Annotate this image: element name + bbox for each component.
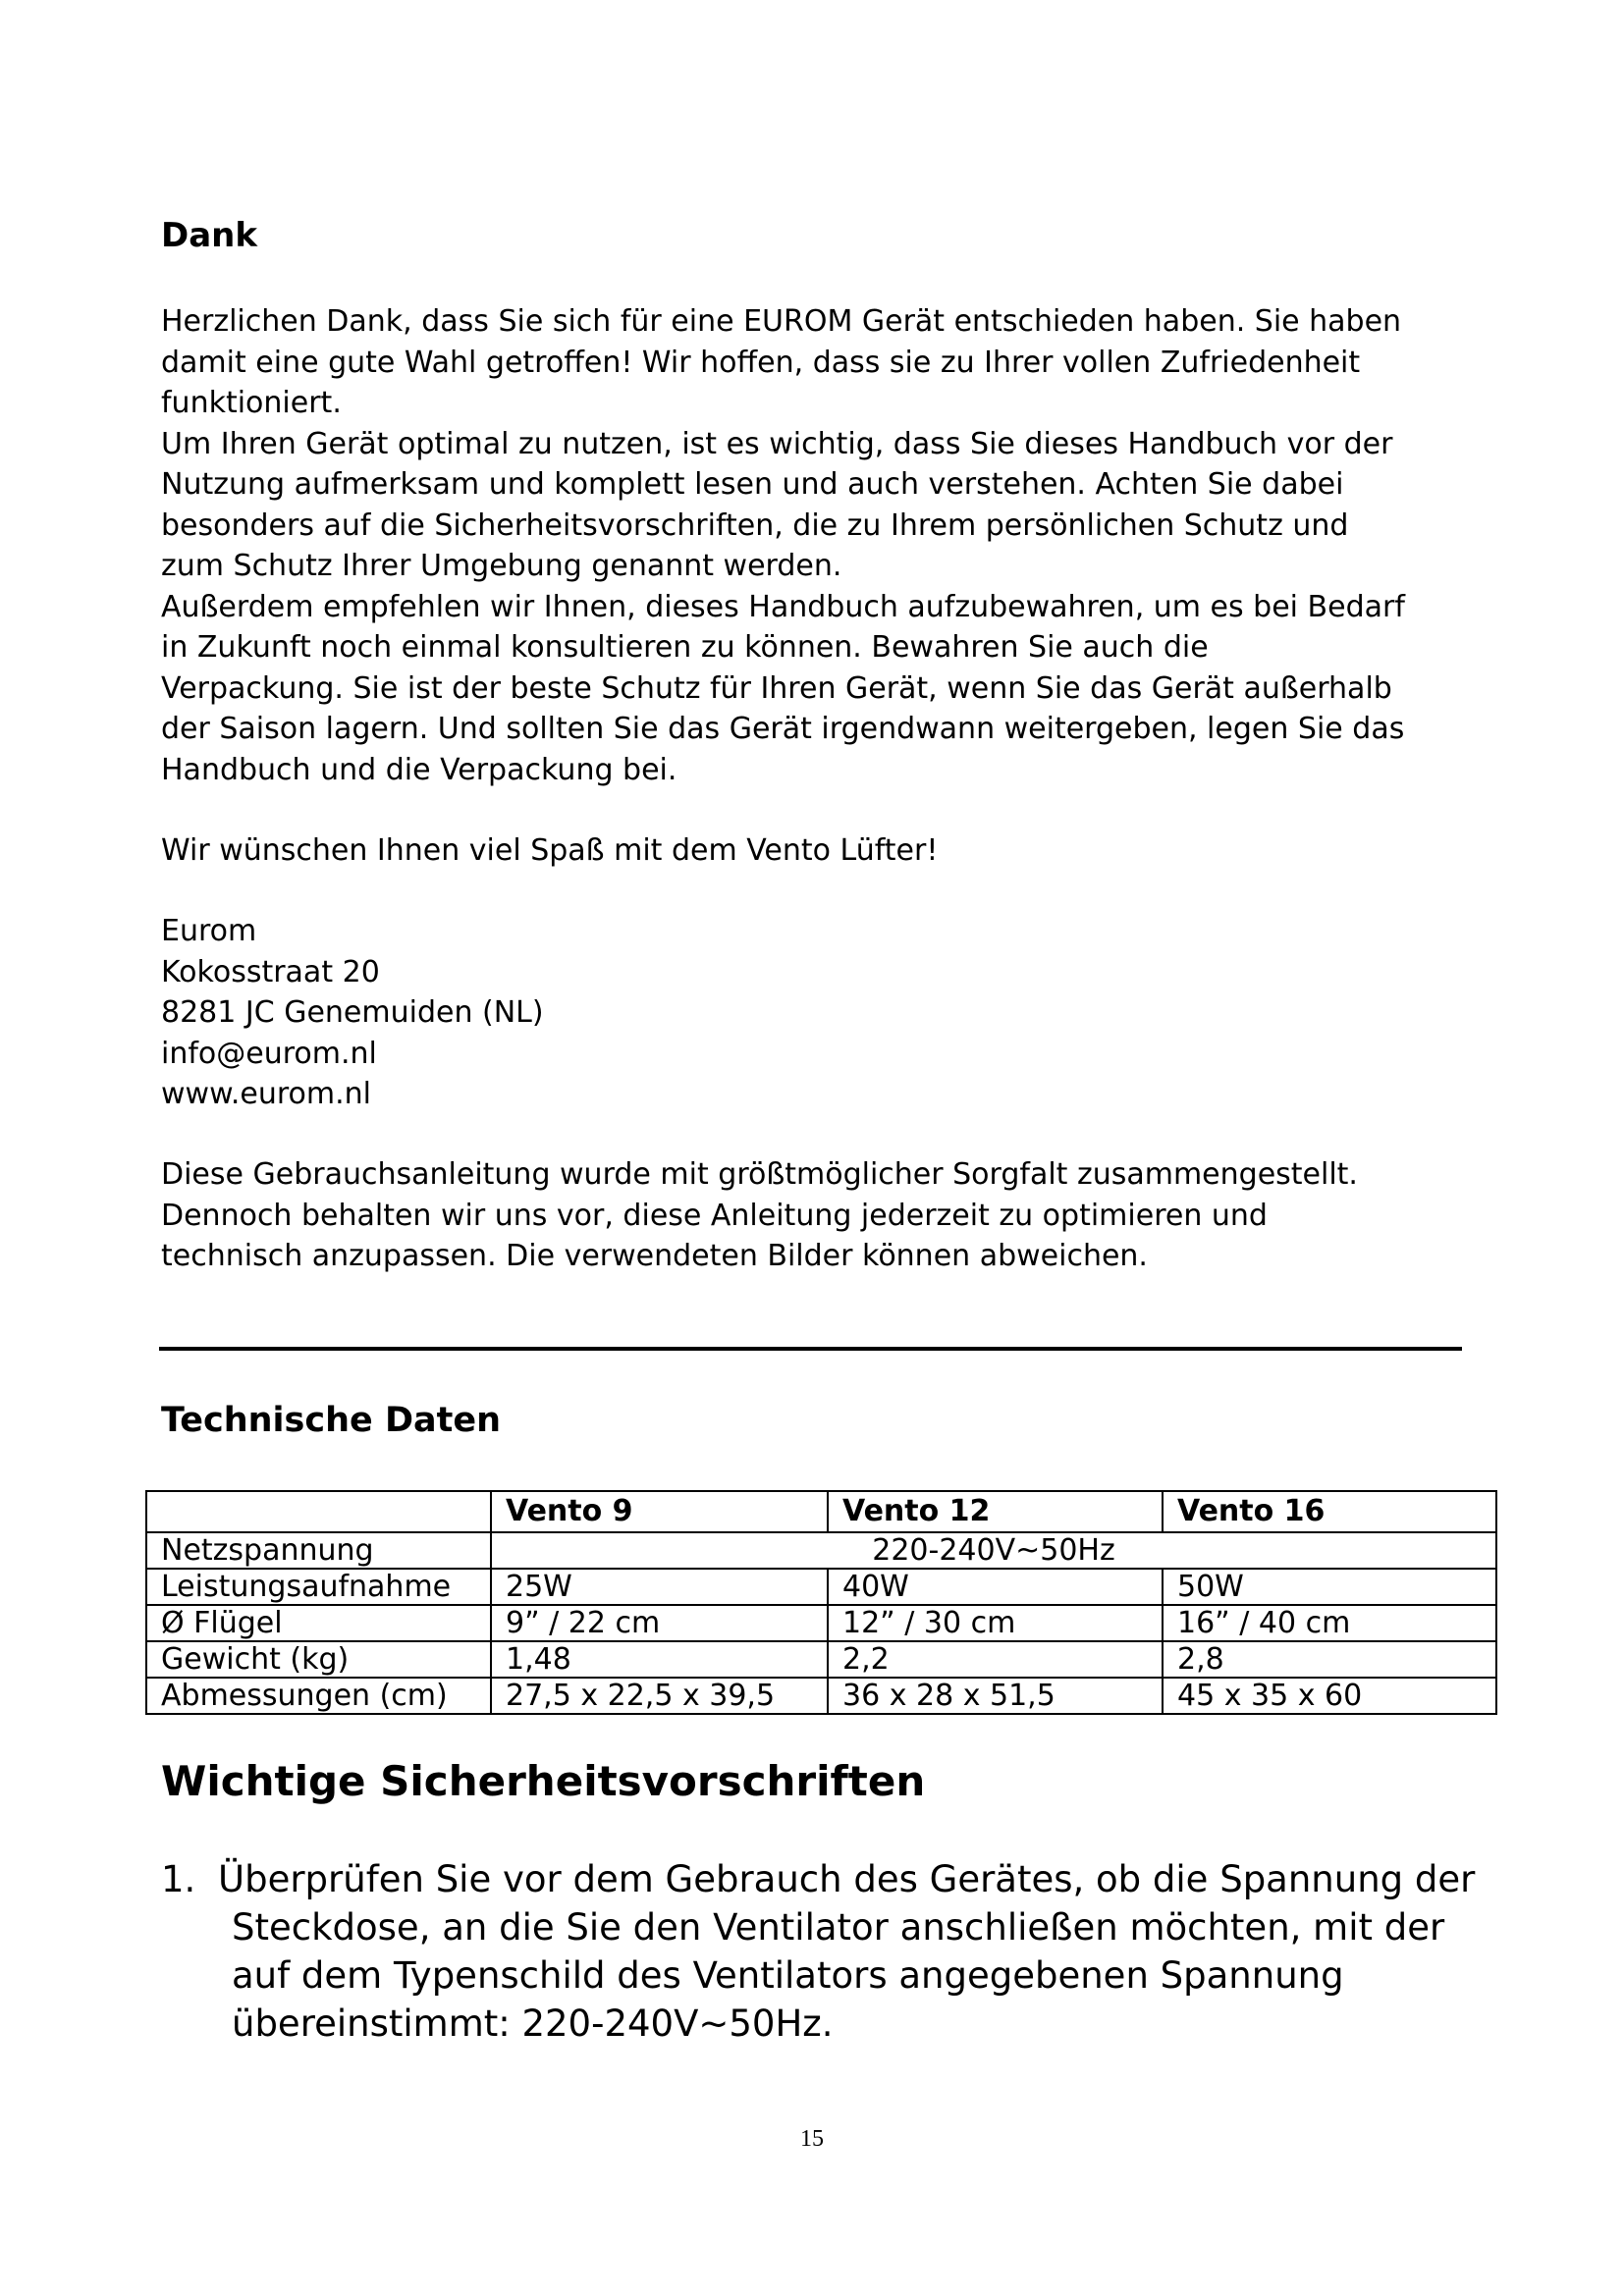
table-row <box>146 1641 1496 1678</box>
thanks-paragraph: Herzlichen Dank, dass Sie sich für eine EUROM Gerät entschieden haben. Sie haben damit eine gute Wahl getroffen! Wir hoffen, dass sie zu Ihrer vollen Zufriedenheit funktioniert. Um Ihren Gerät optimal zu nutzen, ist es wichtig, dass Sie dieses Handbuch vor der Nutzung aufmerksam und komplett lesen und auch verstehen. Achten Sie dabei besonders auf die Sicherheitsvorschriften, die zu Ihrem persönlichen Schutz und zum Schutz Ihrer Umgebung genannt werden. Außerdem empfehlen wir Ihnen, dieses Handbuch aufzubewahren, um es bei Bedarf in Zukunft noch einmal konsultieren zu können. Bewahren Sie auch die Verpackung. Sie ist der beste Schutz für Ihren Gerät, wenn Sie das Gerät außerhalb der Saison lagern. Und sollten Sie das Gerät irgendwann weitergeben, legen Sie das Handbuch und die Verpackung bei. <box>161 304 1405 787</box>
table-row-label: Ø Flügel <box>146 1605 491 1641</box>
table-cell: 27,5 x 22,5 x 39,5 <box>491 1678 828 1714</box>
company-address: Eurom Kokosstraat 20 8281 JC Genemuiden (NL) info@eurom.nl www.eurom.nl <box>161 914 544 1111</box>
table-cell: 36 x 28 x 51,5 <box>828 1678 1163 1714</box>
table-header-cell: Vento 9 <box>491 1491 828 1532</box>
table-header-cell: Vento 12 <box>828 1491 1163 1532</box>
table-cell: 40W <box>828 1569 1163 1605</box>
disclaimer-paragraph: Diese Gebrauchsanleitung wurde mit größtmöglicher Sorgfalt zusammengestellt. Dennoch behalten wir uns vor, diese Anleitung jederzeit zu optimieren und technisch anzupassen. Die verwendeten Bilder können abweichen. <box>161 1157 1358 1273</box>
table-header-cell: Vento 16 <box>1163 1491 1496 1532</box>
table-cell: 2,2 <box>828 1641 1163 1678</box>
table-row-label: Leistungsaufnahme <box>146 1569 491 1605</box>
list-item-number: 1. <box>161 1858 196 1900</box>
table-cell: 50W <box>1163 1569 1496 1605</box>
table-row-label: Gewicht (kg) <box>146 1641 491 1678</box>
table-cell: 25W <box>491 1569 828 1605</box>
wish-paragraph: Wir wünschen Ihnen viel Spaß mit dem Vento Lüfter! <box>161 833 939 868</box>
table-cell: 1,48 <box>491 1641 828 1678</box>
table-row-label: Netzspannung <box>146 1532 491 1569</box>
dank-heading: Dank <box>161 216 257 255</box>
page-number: 15 <box>800 2126 824 2152</box>
table-cell: 12” / 30 cm <box>828 1605 1163 1641</box>
table-cell-merged: 220-240V~50Hz <box>491 1532 1496 1569</box>
table-row <box>146 1678 1496 1714</box>
table-row <box>146 1532 1496 1569</box>
table-row-label: Abmessungen (cm) <box>146 1678 491 1714</box>
table-cell: 2,8 <box>1163 1641 1496 1678</box>
tech-data-heading: Technische Daten <box>161 1401 502 1440</box>
tech-data-table <box>145 1490 1497 1715</box>
table-cell: 16” / 40 cm <box>1163 1605 1496 1641</box>
list-item-text: Überprüfen Sie vor dem Gebrauch des Gerätes, ob die Spannung der Steckdose, an die Sie den Ventilator anschließen möchten, mit der auf dem Typenschild des Ventilators angegebenen Spannung übereinstimmt: 220-240V~50Hz. <box>218 1858 1476 2045</box>
safety-heading: Wichtige Sicherheitsvorschriften <box>161 1757 926 1805</box>
table-cell: 45 x 35 x 60 <box>1163 1678 1496 1714</box>
table-header-cell <box>146 1491 491 1532</box>
table-row <box>146 1569 1496 1605</box>
table-row <box>146 1605 1496 1641</box>
table-header-row <box>146 1491 1496 1532</box>
section-divider <box>159 1347 1462 1351</box>
table-cell: 9” / 22 cm <box>491 1605 828 1641</box>
safety-list-item <box>161 1855 1496 2048</box>
